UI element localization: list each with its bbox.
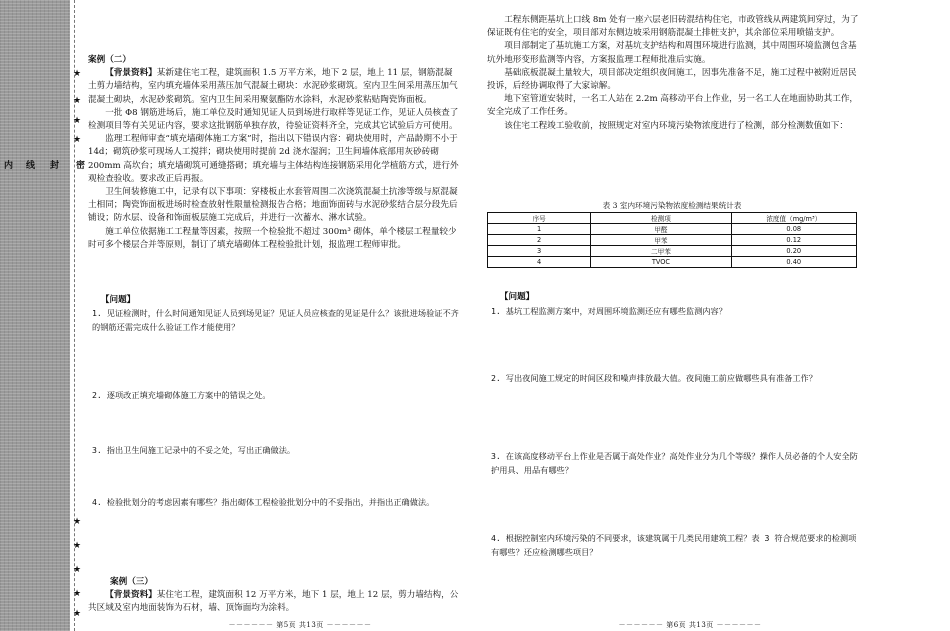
table-cell: 3	[488, 246, 591, 257]
star-icon: ★	[73, 517, 82, 527]
table-cell: 0.08	[731, 224, 856, 235]
star-icon: ★	[73, 541, 82, 551]
case2-para-2: 一批 Φ8 钢筋进场后，施工单位及时通知见证人员到场进行取样等见证工作，见证人员核查了检测项目等有关见证内容，要求这批钢筋单独存放，待验证资料齐全，完成其它试验后方可使用。	[88, 107, 459, 132]
pollutant-table	[487, 212, 857, 268]
left-question-4: 4. 检验批划分的考虑因素有哪些？指出砌体工程检验批划分中的不妥指出，并指出正确做法。	[92, 497, 435, 507]
table-header-cell: 序号	[488, 213, 591, 224]
right-question-1: 1. 基坑工程监测方案中，对周围环境监测还应有哪些监测内容？	[491, 306, 727, 316]
table3-caption: 表 3 室内环境污染物浓度检测结果统计表	[602, 201, 742, 210]
case2-para-3: 监理工程师审查“填充墙砌体施工方案”时，指出以下错误内容：砌块使用时，产品龄期不小于 14d；砌筑砂浆可现场人工搅拌；砌块使用时提前 2d 浇水湿润；卫生间墙体底部用灰砂砖砌 200mm 高坎台；填充墙砌筑可通缝搭砌；填充墙与主体结构连接钢筋采用化学植筋方式，进行外观检查验收。要求改正后再报。	[88, 134, 459, 184]
case2-para-1-text: 某新建住宅工程，建筑面积 1.5 万平方米，地下 2 层，地上 11 层，钢筋混凝土剪力墙结构，室内填充墙体采用蒸压加气混凝土砌块：水泥砂浆砌筑。室内卫生间采用蒸压加气混凝土砌块，水泥砂浆砌筑。室内卫生间采用聚氨酯防水涂料，水泥砂浆粘贴陶瓷饰面板。	[88, 68, 458, 105]
table-cell: 0.20	[731, 246, 856, 257]
case2-para-5: 施工单位依据施工工程量等因素，按照一个检验批不超过 300m³ 砌体，单个楼层工程量较少时可多个楼层合并等原则，制订了填充墙砌体工程检验批计划，报监理工程师审批。	[88, 226, 457, 250]
gutter-label-2: 线	[26, 161, 36, 171]
star-icon: ★	[73, 609, 82, 619]
table-header-cell: 检测项	[591, 213, 731, 224]
case3-block	[110, 576, 460, 589]
case3-title: 案例（三）	[110, 577, 153, 587]
right-questions	[487, 291, 857, 304]
star-icon: ★	[73, 589, 82, 599]
table-cell: 甲醛	[591, 224, 731, 235]
right-para-2: 项目部制定了基坑施工方案，对基坑支护结构和周围环境进行监测，其中周围环境监测包含基坑外地形变形监测等内容，方案报监理工程师批准后实施。	[487, 41, 857, 65]
binding-gutter	[0, 0, 70, 631]
table-row	[488, 257, 857, 268]
star-icon: ★	[73, 565, 82, 575]
star-icon: ★	[73, 135, 82, 145]
table-row	[488, 246, 857, 257]
right-question-3: 3. 在该高度移动平台上作业是否属于高处作业？高处作业分为几个等级？操作人员必备的个人安全防护用具、用品有哪些？	[491, 451, 858, 475]
case3-para	[88, 589, 460, 615]
star-icon: ★	[73, 116, 82, 126]
left-page-footer: －－－－－－ 第5页 共13页 －－－－－－	[228, 621, 372, 629]
right-para-1: 工程东侧距基坑上口线 8m 处有一座六层老旧砖混结构住宅，市政管线从两建筑间穿过，为了保证既有住宅的安全，项目部对东侧边坡采用钢筋混凝土排桩支护，其余部位采用喷锚支护。	[487, 15, 859, 39]
background-label: 【背景资料】	[105, 68, 157, 79]
table-cell: 0.40	[731, 257, 856, 268]
right-page-text	[487, 14, 862, 133]
table-cell: 1	[488, 224, 591, 235]
left-question-2: 2. 逐项改正填充墙砌体施工方案中的错误之处。	[92, 390, 271, 400]
right-page-footer: －－－－－－ 第6页 共13页 －－－－－－	[618, 621, 762, 629]
right-question-2: 2. 写出夜间施工规定的时间区段和噪声排放最大值。夜间施工前应做哪些具有准备工作？	[491, 373, 817, 383]
table-cell: TVOC	[591, 257, 731, 268]
case3-para-text: 某住宅工程，建筑面积 12 万平方米，地下 1 层，地上 12 层，剪力墙结构，公共区域及室内地面装饰为石材，墙、顶饰面均为涂料。	[88, 590, 459, 614]
table-cell: 4	[488, 257, 591, 268]
table-cell: 2	[488, 235, 591, 246]
table-cell: 甲苯	[591, 235, 731, 246]
star-icon: ★	[73, 69, 82, 79]
left-page-case2	[88, 54, 460, 252]
gutter-label-1: 内	[4, 161, 14, 171]
star-icon: ★	[73, 96, 82, 106]
gutter-label-4: 密	[76, 161, 86, 171]
left-questions	[88, 294, 460, 307]
table-header-row	[488, 213, 857, 224]
right-para-5: 该住宅工程竣工验收前，按照规定对室内环境污染物浓度进行了检测，部分检测数值如下：	[504, 120, 848, 131]
table-cell: 0.12	[731, 235, 856, 246]
cut-line	[74, 0, 75, 631]
right-questions-label: 【问题】	[499, 292, 535, 302]
right-question-4: 4. 根据控制室内环境污染的不同要求，该建筑属于几类民用建筑工程？表 3 符合规范要求的检测项有哪些？还应检测哪些项目？	[491, 533, 857, 557]
table-row	[488, 235, 857, 246]
questions-label: 【问题】	[100, 295, 136, 305]
case2-para-1	[88, 67, 460, 107]
right-para-3: 基础底板混凝土量较大，项目部决定组织夜间施工，因事先准备不足，施工过程中被附近居民投诉，后经协调取得了大家谅解。	[487, 67, 857, 92]
table-header-cell: 浓度值（mg/m³）	[731, 213, 856, 224]
left-question-3: 3. 指出卫生间施工记录中的不妥之处，写出正确做法。	[92, 445, 296, 455]
case3-background-label: 【背景资料】	[105, 590, 157, 600]
left-question-1: 1. 见证检测时，什么时间通知见证人员到场见证？见证人员应核查的见证是什么？该批进场验证不齐的钢筋还需完成什么验证工作才能使用？	[92, 308, 459, 332]
case2-para-4: 卫生间装修施工中，记录有以下事项：穿楼板止水套管周围二次浇筑混凝土抗渗等级与原混凝土相同；陶瓷饰面板进场时检查放射性限量检测报告合格；地面饰面砖与水泥砂浆结合层分段先后铺设；防水层、设备和饰面板层施工完成后，并进行一次蓄水、淋水试验。	[88, 187, 458, 224]
right-para-4: 地下室管道安装时，一名工人站在 2.2m 高移动平台上作业，另一名工人在地面协助其工作，安全完成了工作任务。	[487, 94, 859, 118]
table-cell: 二甲苯	[591, 246, 731, 257]
table-row	[488, 224, 857, 235]
case2-title: 案例（二）	[88, 55, 131, 65]
gutter-label-3: 封	[50, 161, 60, 171]
